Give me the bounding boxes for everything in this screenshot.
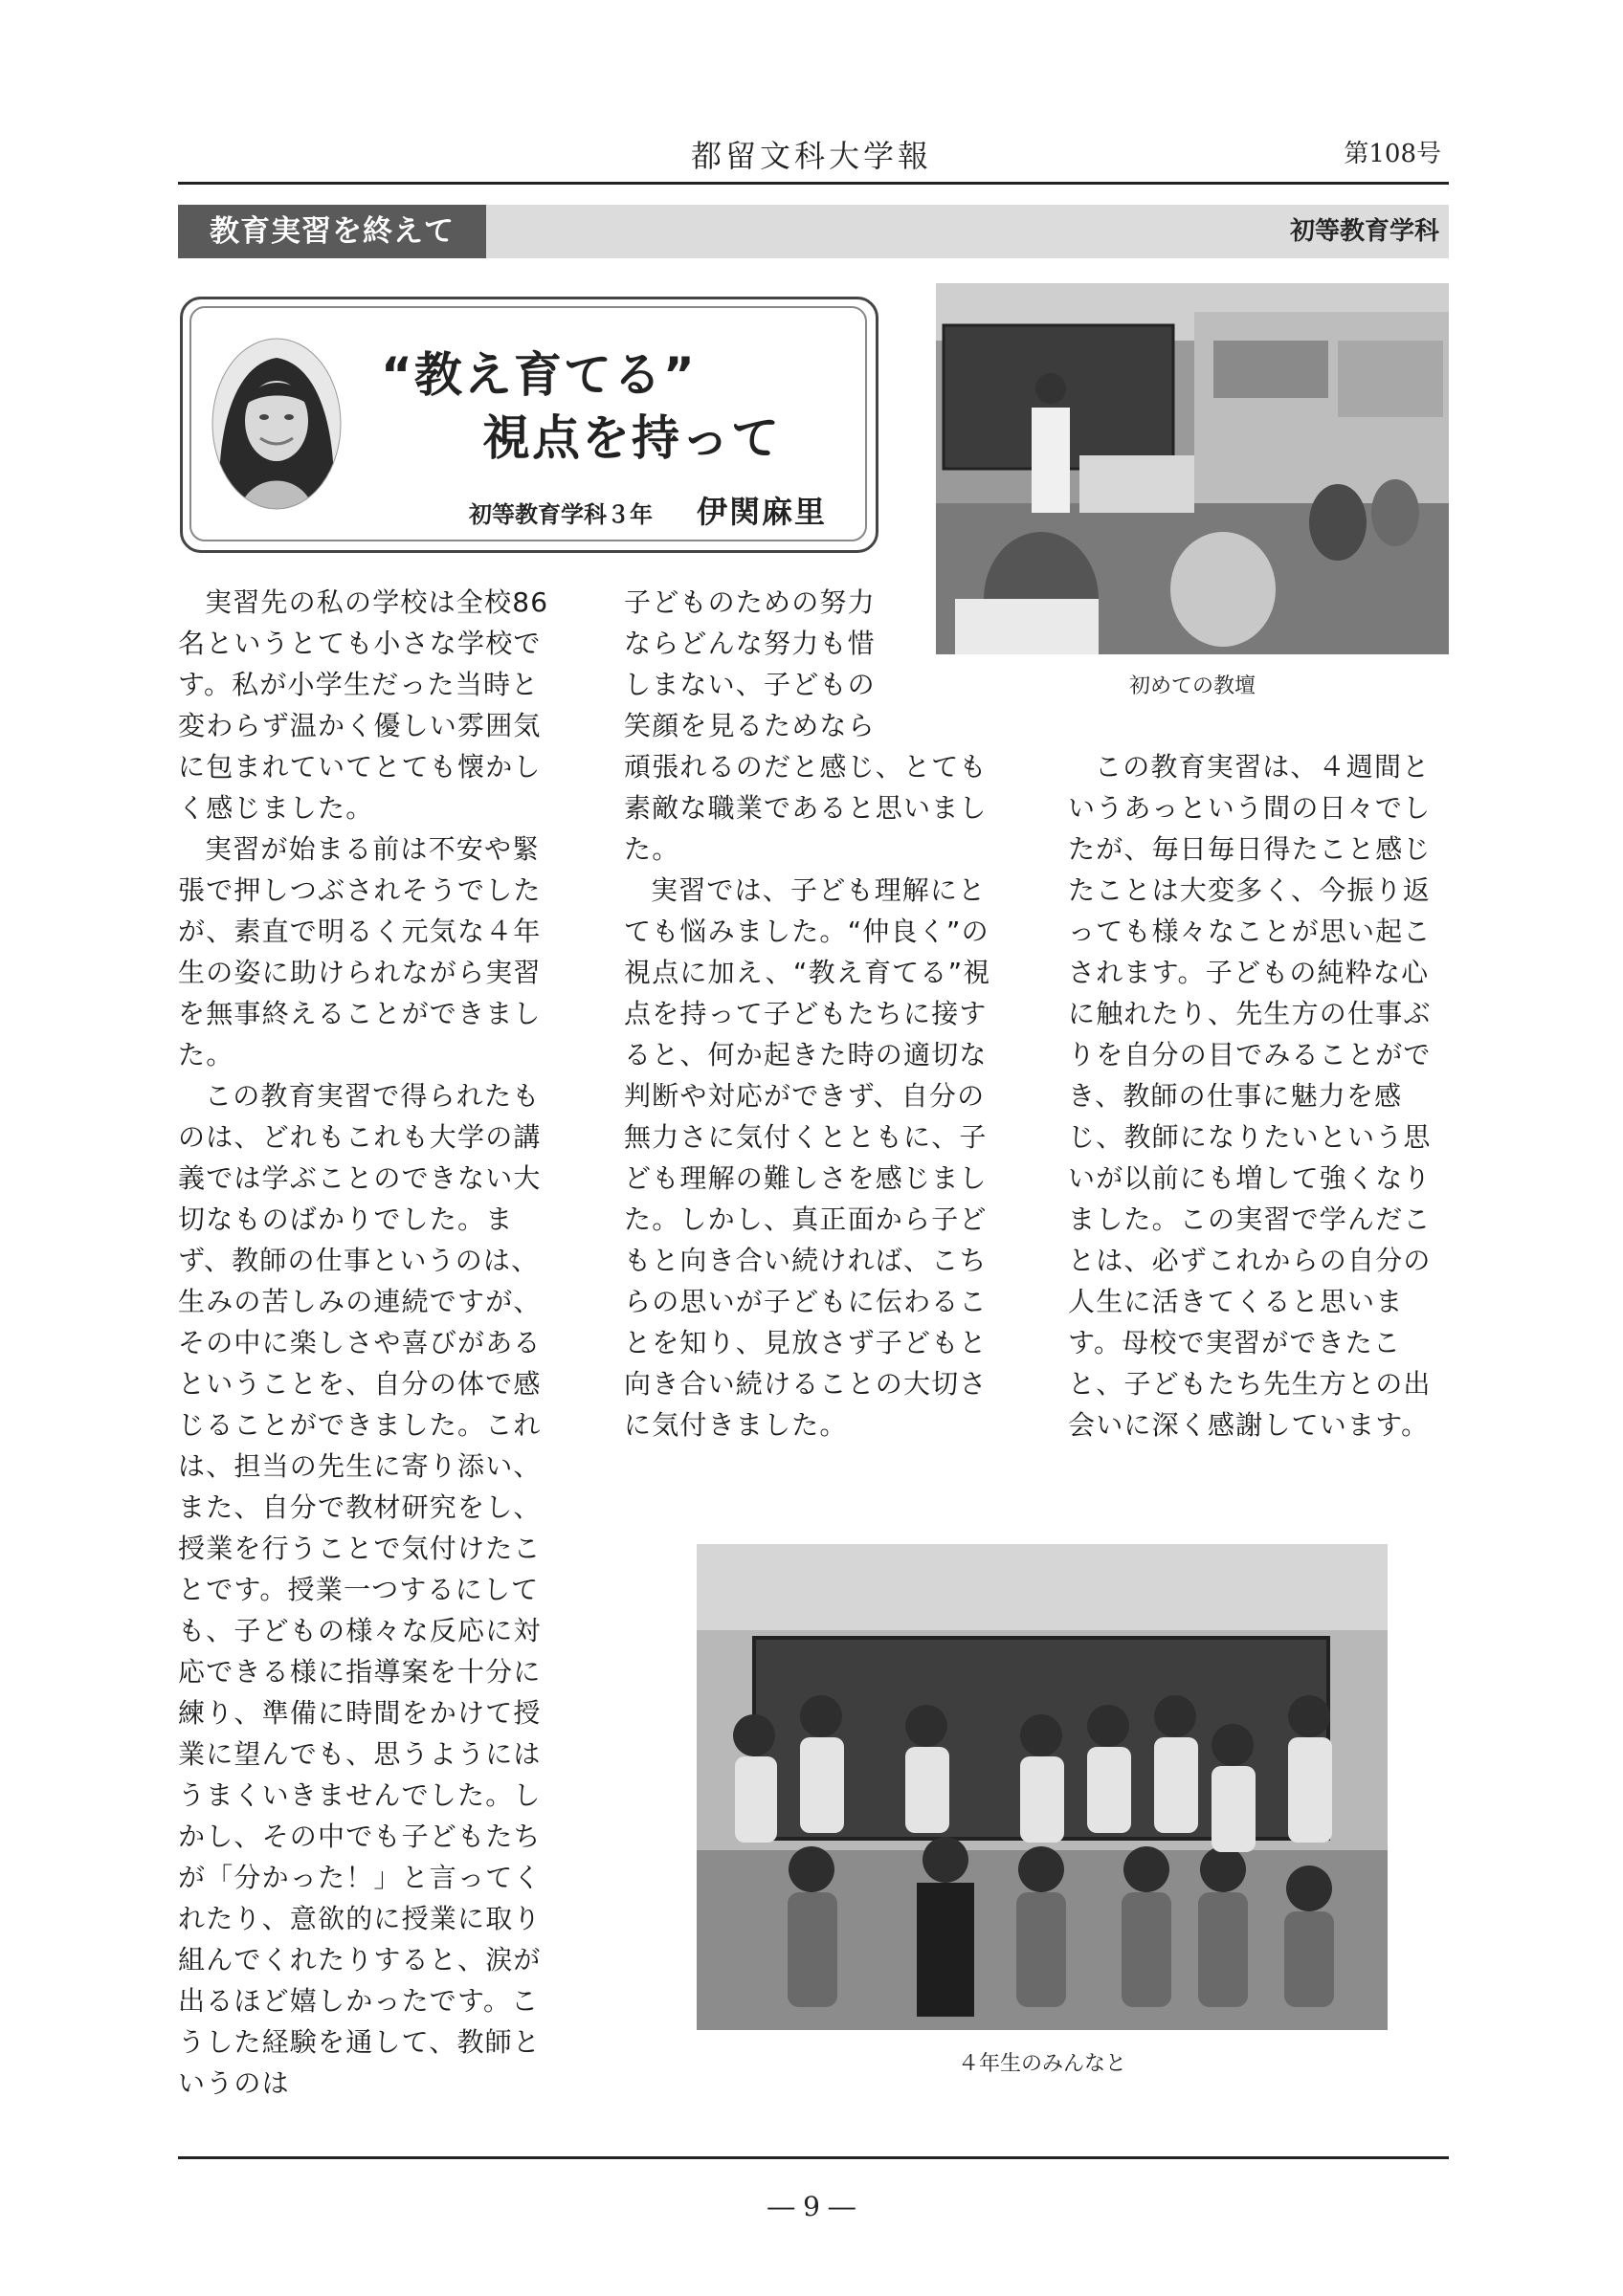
- footer-rule: [178, 2156, 1449, 2159]
- paragraph: 実習が始まる前は不安や緊張で押しつぶされそうでしたが、素直で明るく元気な４年生の姿に助けられながら実習を無事終えることができました。: [178, 833, 542, 1071]
- paragraph: この教育実習は、４週間というあっという間の日々でしたが、毎日毎日得たこと感じたことは大変多く、今振り返っても様々なことが思い起こされます。子どもの純粋な心に触れたり、先生方の仕事ぶりを自分の目でみることができ、教師の仕事に魅力を感じ、教師になりたいという思いが以前にも増して強くなりました。この実習で学んだことは、必ずこれからの自分の人生に活きてくると思います。母校で実習ができたこと、子どもたち先生方との出会いに深く感謝しています。: [1068, 751, 1432, 1441]
- paragraph: 実習では、子ども理解にとても悩みました。“仲良く”の視点に加え、“教え育てる”視点を持って子どもたちに接すると、何か起きた時の適切な判断や対応ができず、自分の無力さに気付くとともに、子ども理解の難しさを感じました。しかし、真正面から子どもと向き合い続ければ、こちらの思いが子どもに伝わることを知り、見放さず子どもと向き合い続けることの大切さに気付きました。: [624, 874, 991, 1441]
- group-photo: [697, 1544, 1388, 2030]
- publication-title: 都留文科大学報: [690, 138, 932, 174]
- header-rule: [178, 182, 1449, 185]
- issue-number: 第108号: [1344, 140, 1441, 168]
- paragraph: 子どものための努力ならどんな努力も惜しまない、子どもの笑顔を見るためなら: [624, 586, 876, 741]
- photo-caption-group: ４年生のみんなと: [957, 2052, 1126, 2076]
- article-column-2-top: [624, 582, 897, 746]
- article-title-line1: “教え育てる”: [381, 347, 697, 403]
- paragraph: 頑張れるのだと感じ、とても素敵な職業であると思いました。: [624, 751, 988, 865]
- article-column-1: [178, 582, 561, 2104]
- classroom-photo: [936, 283, 1449, 654]
- section-label: 教育実習を終えて: [178, 205, 486, 258]
- author-portrait: [211, 337, 343, 511]
- author-name: 伊関麻里: [697, 494, 828, 530]
- author-department: 初等教育学科３年: [469, 501, 653, 528]
- photo-caption-classroom: 初めての教壇: [1128, 674, 1256, 698]
- article-title-line2: 視点を持って: [482, 410, 781, 466]
- paragraph: この教育実習で得られたものは、どれもこれも大学の講義では学ぶことのできない大切なものばかりでした。まず、教師の仕事というのは、生みの苦しみの連続ですが、その中に楽しさや喜びがあるということを、自分の体で感じることができました。これは、担当の先生に寄り添い、また、自分で教材研究をし、授業を行うことで気付けたことです。授業一つするにしても、子どもの様々な反応に対応できる様に指導案を十分に練り、準備に時間をかけて授業に望んでも、思うようにはうまくいきませんでした。しかし、その中でも子どもたちが「分かった！」と言ってくれたり、意欲的に授業に取り組んでくれたりすると、涙が出るほど嬉しかったです。こうした経験を通して、教師というのは: [178, 1080, 542, 2099]
- article-column-2: [624, 746, 1007, 1446]
- article-column-3: [1068, 746, 1451, 1446]
- section-department: 初等教育学科: [1289, 217, 1439, 246]
- page-number: ― 9 ―: [767, 2191, 856, 2222]
- paragraph: 実習先の私の学校は全校86名というとても小さな学校です。私が小学生だった当時と変わらず温かく優しい雰囲気に包まれていてとても懐かしく感じました。: [178, 586, 549, 824]
